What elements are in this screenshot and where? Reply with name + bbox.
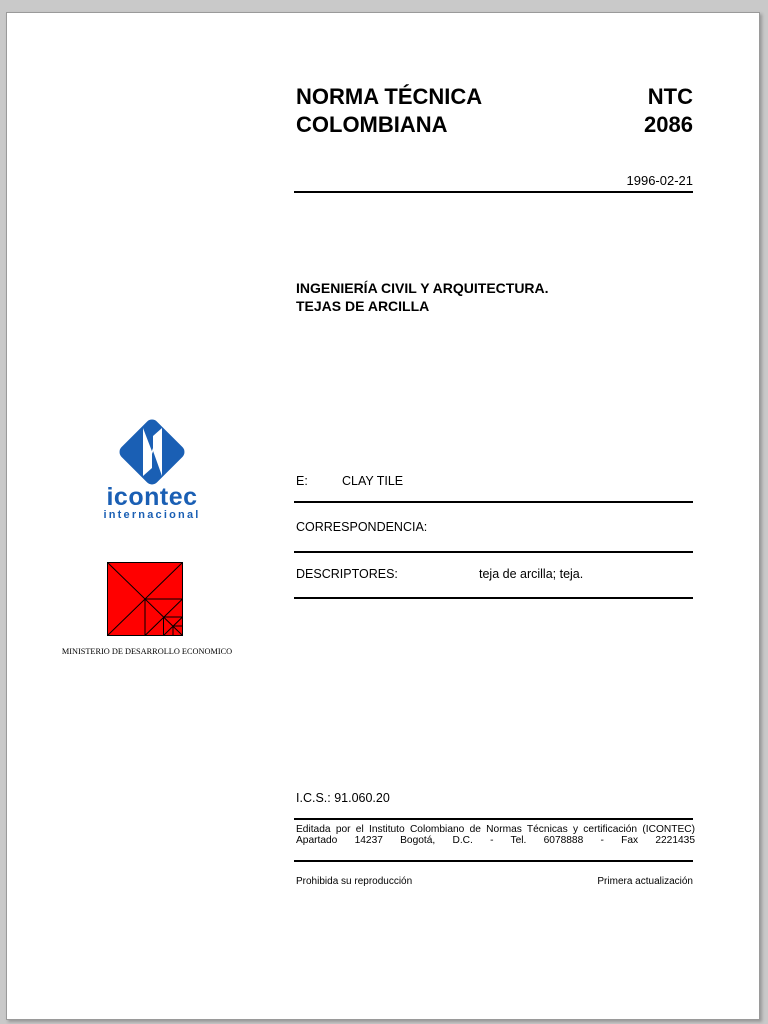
ics-code: I.C.S.: 91.060.20 — [296, 791, 390, 805]
divider-descriptores — [294, 597, 693, 599]
e-value: CLAY TILE — [342, 474, 404, 488]
icontec-logo-icon — [116, 416, 188, 488]
publication-date: 1996-02-21 — [626, 173, 693, 188]
ministry-name: MINISTERIO DE DESARROLLO ECONOMICO — [61, 647, 233, 656]
divider-correspondencia — [294, 551, 693, 553]
document-subject — [296, 279, 549, 315]
icontec-wordmark: icontec — [106, 483, 198, 511]
correspondencia-label: CORRESPONDENCIA: — [296, 520, 428, 534]
divider-header — [294, 191, 693, 193]
edited-by — [296, 824, 695, 846]
descriptores-value: teja de arcilla; teja. — [479, 567, 584, 581]
e-label: E: — [296, 474, 308, 488]
document-page — [6, 12, 760, 1020]
descriptores-label: DESCRIPTORES: — [296, 567, 398, 581]
divider-edited — [294, 860, 693, 862]
title-line-2: COLOMBIANA — [296, 112, 448, 137]
edited-line-2: Apartado 14237 Bogotá, D.C. - Tel. 6078888 - Fax 2221435 — [296, 835, 695, 846]
standard-code — [593, 83, 693, 139]
icontec-subtitle: internacional — [103, 509, 201, 521]
title-line-1: NORMA TÉCNICA — [296, 84, 483, 109]
divider-ics — [294, 818, 693, 820]
divider-e — [294, 501, 693, 503]
edited-line-1: Editada por el Instituto Colombiano de Normas Técnicas y certificación (ICONTEC) — [296, 824, 695, 835]
ministry-logo-icon — [107, 562, 183, 636]
subject-line-2: TEJAS DE ARCILLA — [296, 298, 430, 314]
footer-prohibited: Prohibida su reproducción — [296, 876, 413, 887]
subject-line-1: INGENIERÍA CIVIL Y ARQUITECTURA. — [296, 280, 549, 296]
code-line-1: NTC — [647, 84, 693, 109]
footer-edition: Primera actualización — [597, 876, 693, 887]
code-line-2: 2086 — [644, 112, 693, 137]
document-title — [296, 83, 482, 139]
